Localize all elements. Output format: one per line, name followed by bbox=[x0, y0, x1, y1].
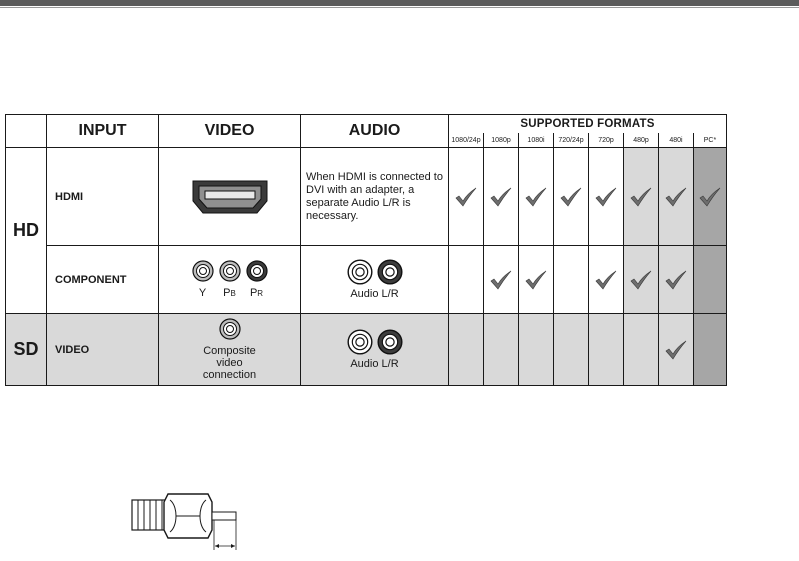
format-cell bbox=[519, 148, 554, 246]
format-label: PC* bbox=[694, 133, 727, 148]
checkmark-icon bbox=[665, 187, 687, 207]
hdmi-row bbox=[6, 148, 727, 246]
format-cell bbox=[694, 148, 727, 246]
hdmi-port-icon bbox=[191, 179, 269, 215]
connector-plug-icon bbox=[126, 490, 246, 552]
format-cell bbox=[659, 314, 694, 386]
format-label: 1080/24p bbox=[449, 133, 484, 148]
video-audio-cell bbox=[301, 314, 449, 386]
video-audio-caption: Audio L/R bbox=[350, 358, 399, 370]
component-audio-cell bbox=[301, 246, 449, 314]
rca-jack-icon bbox=[192, 260, 214, 282]
format-cell bbox=[589, 148, 624, 246]
sd-group-label: SD bbox=[6, 314, 47, 386]
pr-label: PR bbox=[249, 286, 264, 299]
supported-formats-header: SUPPORTED FORMATS bbox=[449, 115, 727, 134]
format-cell bbox=[624, 246, 659, 314]
format-cell bbox=[519, 314, 554, 386]
top-rule-thin bbox=[0, 7, 799, 8]
video-video-cell bbox=[159, 314, 301, 386]
checkmark-icon bbox=[560, 187, 582, 207]
rca-jack-icon bbox=[347, 329, 373, 355]
checkmark-icon bbox=[455, 187, 477, 207]
checkmark-icon bbox=[595, 270, 617, 290]
rca-jack-icon bbox=[377, 329, 403, 355]
checkmark-icon bbox=[630, 270, 652, 290]
component-row bbox=[6, 246, 727, 314]
hdmi-video-cell bbox=[159, 148, 301, 246]
format-label: 480p bbox=[624, 133, 659, 148]
checkmark-icon bbox=[490, 187, 512, 207]
header-row bbox=[6, 115, 727, 134]
checkmark-icon bbox=[525, 270, 547, 290]
hd-group-label: HD bbox=[6, 148, 47, 314]
video-input-label: VIDEO bbox=[47, 314, 159, 386]
format-cell bbox=[624, 148, 659, 246]
format-cell bbox=[449, 314, 484, 386]
supported-formats-table bbox=[5, 114, 727, 386]
component-input-label: COMPONENT bbox=[47, 246, 159, 314]
checkmark-icon bbox=[490, 270, 512, 290]
checkmark-icon bbox=[665, 340, 687, 360]
checkmark-icon bbox=[595, 187, 617, 207]
format-cell bbox=[659, 148, 694, 246]
corner-cell bbox=[6, 115, 47, 148]
hdmi-audio-note: When HDMI is connected to DVI with an adapter, a separate Audio L/R is necessary. bbox=[301, 148, 449, 246]
format-cell bbox=[624, 314, 659, 386]
top-rule bbox=[0, 0, 799, 6]
format-cell bbox=[554, 314, 589, 386]
checkmark-icon bbox=[630, 187, 652, 207]
format-label: 1080i bbox=[519, 133, 554, 148]
format-cell bbox=[554, 246, 589, 314]
format-label: 720/24p bbox=[554, 133, 589, 148]
format-cell bbox=[519, 246, 554, 314]
video-row bbox=[6, 314, 727, 386]
format-cell bbox=[554, 148, 589, 246]
hdmi-input-label: HDMI bbox=[47, 148, 159, 246]
rca-jack-icon bbox=[219, 318, 241, 340]
rca-jack-icon bbox=[347, 259, 373, 285]
y-label: Y bbox=[198, 286, 207, 299]
format-cell bbox=[484, 314, 519, 386]
pb-label: PB bbox=[223, 286, 236, 299]
composite-caption-3: connection bbox=[202, 369, 257, 381]
format-cell bbox=[589, 246, 624, 314]
format-label: 720p bbox=[589, 133, 624, 148]
format-cell bbox=[694, 246, 727, 314]
format-label: 480i bbox=[659, 133, 694, 148]
input-header: INPUT bbox=[47, 115, 159, 148]
format-cell bbox=[449, 148, 484, 246]
checkmark-icon bbox=[665, 270, 687, 290]
composite-caption-1: Composite bbox=[203, 345, 256, 357]
rca-jack-icon bbox=[246, 260, 268, 282]
format-cell bbox=[484, 246, 519, 314]
component-audio-caption: Audio L/R bbox=[350, 288, 399, 300]
format-cell bbox=[484, 148, 519, 246]
format-cell bbox=[589, 314, 624, 386]
component-video-cell bbox=[159, 246, 301, 314]
checkmark-icon bbox=[699, 187, 721, 207]
format-cell bbox=[694, 314, 727, 386]
format-label: 1080p bbox=[484, 133, 519, 148]
video-header: VIDEO bbox=[159, 115, 301, 148]
checkmark-icon bbox=[525, 187, 547, 207]
rca-jack-icon bbox=[377, 259, 403, 285]
rca-jack-icon bbox=[219, 260, 241, 282]
composite-caption-2: video bbox=[216, 357, 243, 369]
format-cell bbox=[449, 246, 484, 314]
format-cell bbox=[659, 246, 694, 314]
audio-header: AUDIO bbox=[301, 115, 449, 148]
